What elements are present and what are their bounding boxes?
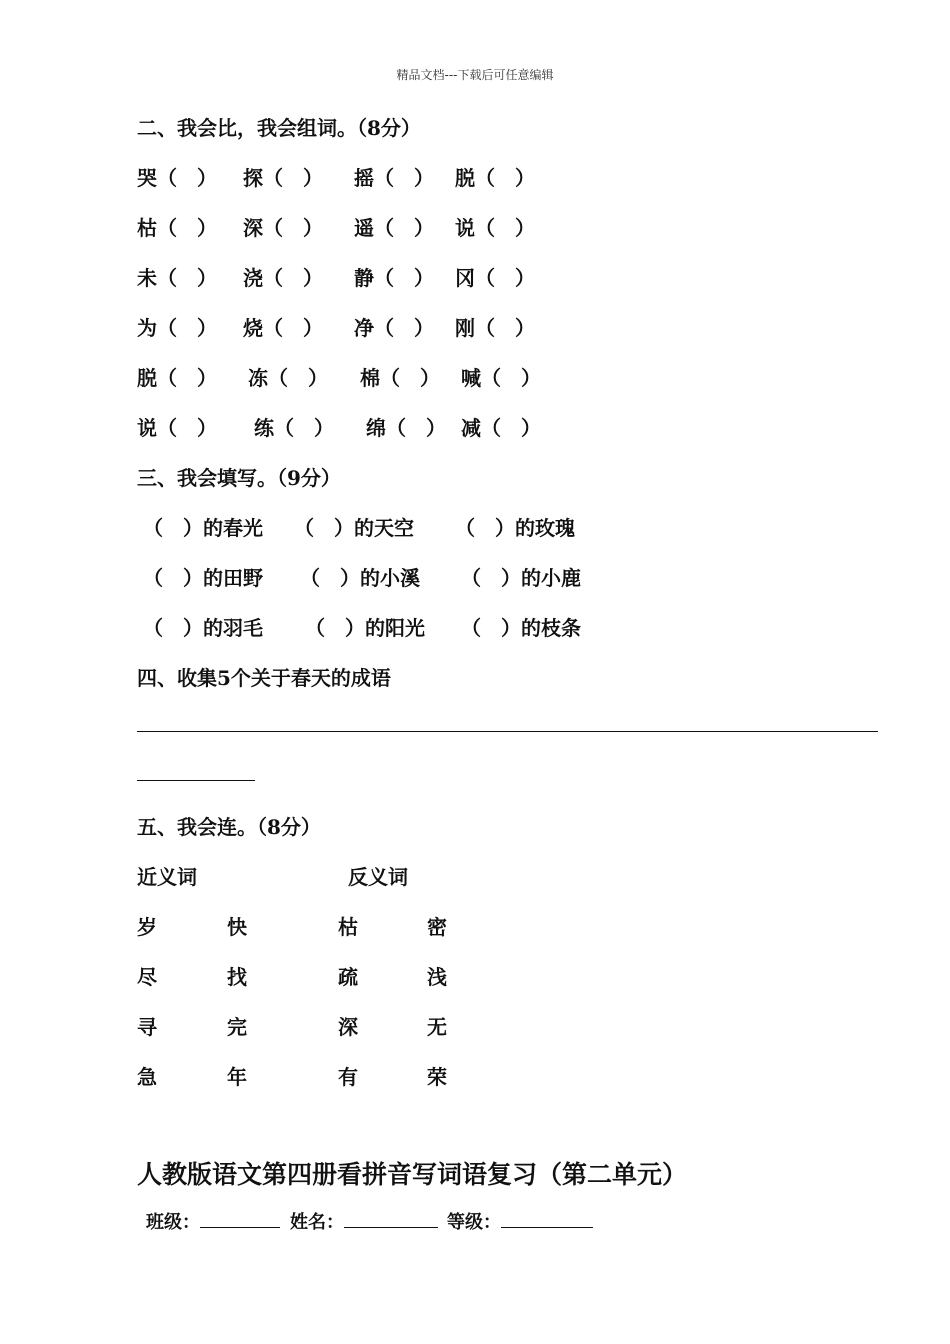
phrase-cell: （ ）的羽毛	[143, 616, 263, 640]
word-cell: 为（ ）	[137, 316, 217, 340]
match-char[interactable]: 有	[338, 1065, 358, 1089]
phrase-cell: （ ）的春光	[143, 516, 263, 540]
word-cell: 探（ ）	[243, 166, 323, 190]
grade-blank[interactable]	[501, 1209, 593, 1228]
section3-title: 三、我会填写。（9分）	[137, 466, 341, 490]
phrase-cell: （ ）的阳光	[305, 616, 425, 640]
word-cell: 静（ ）	[354, 266, 434, 290]
class-field	[146, 1208, 280, 1234]
match-char[interactable]: 快	[227, 915, 247, 939]
match-char[interactable]: 深	[338, 1015, 358, 1039]
match-char[interactable]: 寻	[137, 1015, 157, 1039]
class-label: 班级：	[146, 1212, 200, 1233]
name-blank[interactable]	[344, 1209, 438, 1228]
word-cell: 遥（ ）	[354, 216, 434, 240]
section5-title: 五、我会连。（8分）	[137, 815, 321, 839]
word-cell: 脱（ ）	[455, 166, 535, 190]
phrase-cell: （ ）的玫瑰	[455, 516, 575, 540]
word-cell: 未（ ）	[137, 266, 217, 290]
word-cell: 说（ ）	[455, 216, 535, 240]
word-cell: 摇（ ）	[354, 166, 434, 190]
word-cell: 冻（ ）	[248, 366, 328, 390]
word-cell: 减（ ）	[461, 416, 541, 440]
word-cell: 枯（ ）	[137, 216, 217, 240]
match-char[interactable]: 浅	[427, 965, 447, 989]
match-char[interactable]: 疏	[338, 965, 358, 989]
name-field	[290, 1208, 438, 1234]
match-char[interactable]: 年	[227, 1065, 247, 1089]
word-cell: 绵（ ）	[366, 416, 446, 440]
match-char[interactable]: 急	[137, 1065, 157, 1089]
word-cell: 烧（ ）	[243, 316, 323, 340]
word-cell: 练（ ）	[254, 416, 334, 440]
section2-title: 二、我会比，我会组词。（8分）	[137, 116, 421, 140]
match-char[interactable]: 岁	[137, 915, 157, 939]
match-char[interactable]: 荣	[427, 1065, 447, 1089]
phrase-cell: （ ）的小溪	[300, 566, 420, 590]
word-cell: 哭（ ）	[137, 166, 217, 190]
match-char[interactable]: 尽	[137, 965, 157, 989]
word-cell: 净（ ）	[354, 316, 434, 340]
word-cell: 脱（ ）	[137, 366, 217, 390]
match-char[interactable]: 枯	[338, 915, 358, 939]
phrase-cell: （ ）的枝条	[461, 616, 581, 640]
word-cell: 刚（ ）	[455, 316, 535, 340]
synonym-label: 近义词	[137, 865, 197, 889]
class-blank[interactable]	[200, 1209, 280, 1228]
word-cell: 说（ ）	[137, 416, 217, 440]
word-cell: 深（ ）	[243, 216, 323, 240]
answer-line[interactable]	[137, 731, 878, 732]
phrase-cell: （ ）的天空	[294, 516, 414, 540]
match-char[interactable]: 无	[427, 1015, 447, 1039]
match-char[interactable]: 找	[227, 965, 247, 989]
word-cell: 喊（ ）	[461, 366, 541, 390]
antonym-label: 反义词	[348, 865, 408, 889]
word-cell: 棉（ ）	[360, 366, 440, 390]
worksheet-title: 人教版语文第四册看拼音写词语复习（第二单元）	[137, 1160, 688, 1189]
section4-title: 四、收集5个关于春天的成语	[137, 666, 391, 690]
word-cell: 浇（ ）	[243, 266, 323, 290]
phrase-cell: （ ）的小鹿	[461, 566, 581, 590]
name-label: 姓名：	[290, 1212, 344, 1233]
match-char[interactable]: 密	[427, 915, 447, 939]
header-note: 精品文档---下载后可任意编辑	[396, 68, 554, 82]
phrase-cell: （ ）的田野	[143, 566, 263, 590]
grade-field	[447, 1208, 593, 1234]
answer-line-short[interactable]	[137, 780, 255, 781]
grade-label: 等级：	[447, 1212, 501, 1233]
match-char[interactable]: 完	[227, 1015, 247, 1039]
word-cell: 冈（ ）	[455, 266, 535, 290]
